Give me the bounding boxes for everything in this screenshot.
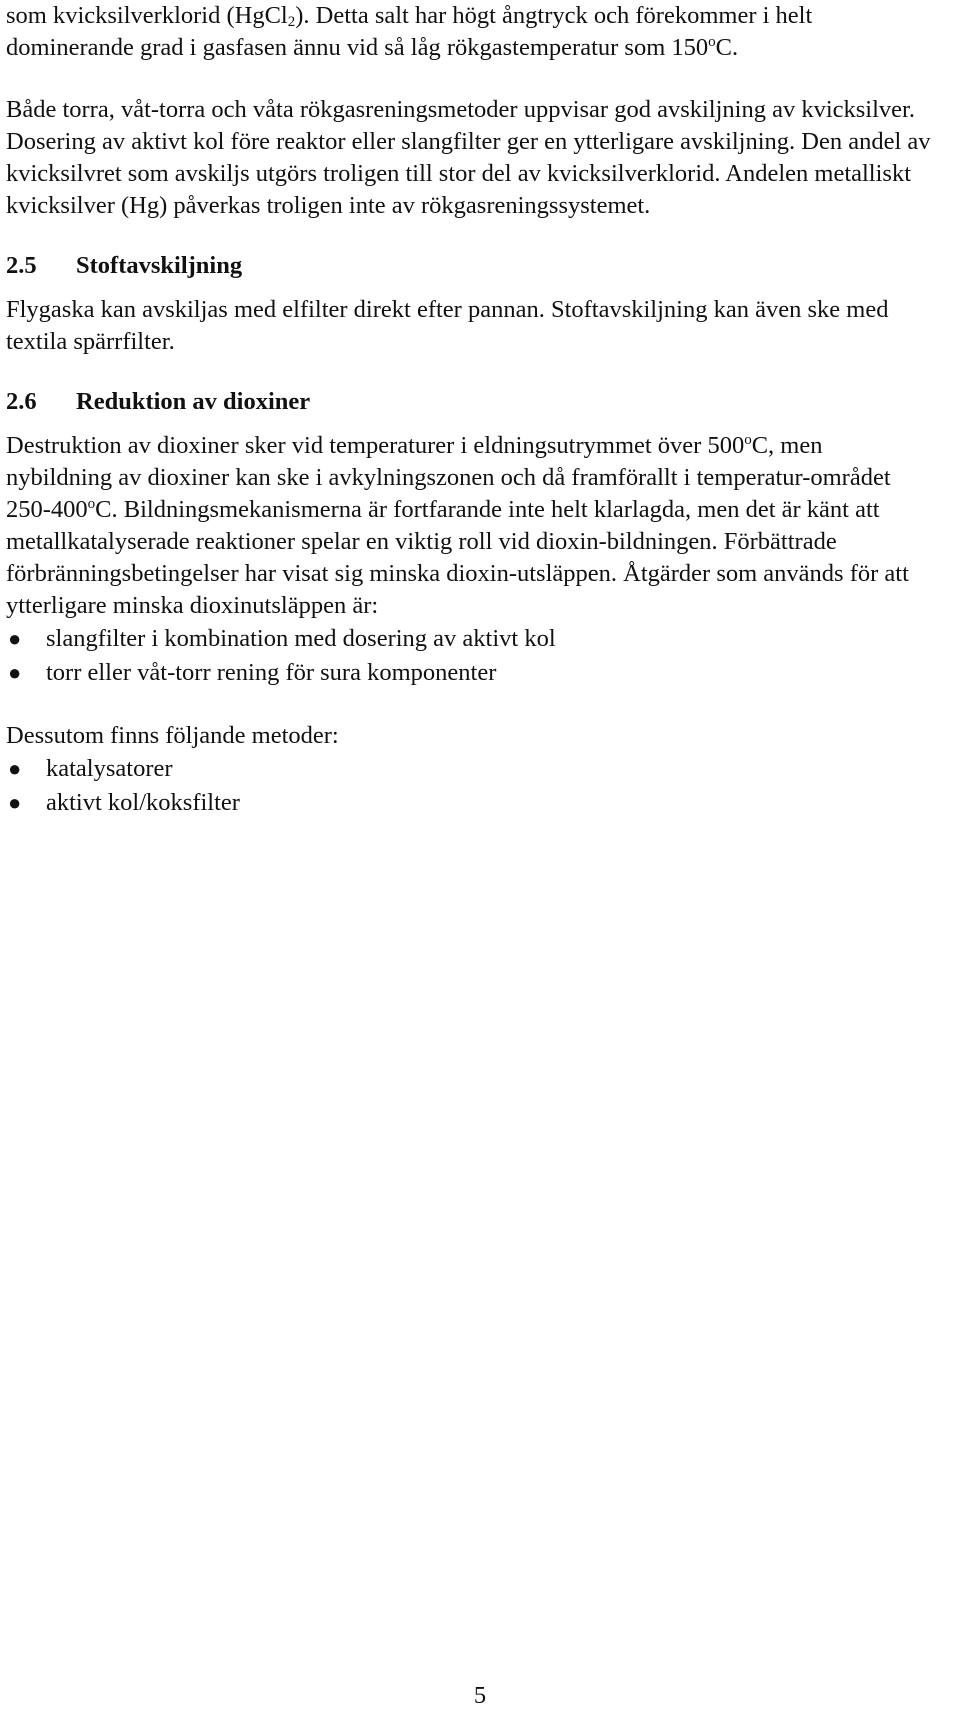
list-item: ● aktivt kol/koksfilter [6,786,934,820]
section-number: 2.5 [6,252,37,279]
degree-superscript: o [708,34,716,50]
document-page [6,0,934,820]
list-item: ● torr eller våt-torr rening för sura komponenter [6,656,934,690]
paragraph-dioxin-reduction: Destruktion av dioxiner sker vid temperaturer i eldningsutrymmet över 500$^o$C, men nybildning av dioxiner kan ske i avkylningszonen och då framförallt i temperatur-området 250-400$^o$C. Bildningsmekanismerna är fortfarande inte helt klarlagda, men det är känt att metallkatalyserade reaktioner spelar en viktig roll vid dioxin-bildningen. Förbättrade förbränningsbetingelser har visat sig minska dioxin-utsläppen. Åtgärder som används för att ytterligare minska dioxinutsläppen är: [6,432,909,619]
paragraph-dust-separation: Flygaska kan avskiljas med elfilter direkt efter pannan. Stoftavskiljning kan även ske med textila spärrfilter. [6,296,889,355]
paragraph-gas-cleaning: Både torra, våt-torra och våta rökgasreningsmetoder uppvisar god avskiljning av kvicksilver. Dosering av aktivt kol före reaktor eller slangfilter ger en ytterligare avskiljning. Den andel av kvicksilvret som avskiljs utgörs troligen till stor del av kvicksilverklorid. Andelen metalliskt kvicksilver (Hg) påverkas troligen inte av rökgasreningssystemet. [6,96,931,219]
paragraph-additional-methods: Dessutom finns följande metoder: [6,722,339,749]
section-heading-2-6 [6,386,934,418]
section-heading-2-5 [6,250,934,282]
list-item: ● slangfilter i kombination med dosering av aktivt kol [6,622,934,656]
bullet-icon: ● [8,626,22,651]
page-number: 5 [473,1682,487,1709]
bullet-icon: ● [8,756,22,781]
bullet-icon: ● [8,790,22,815]
list-item: ● katalysatorer [6,752,934,786]
section-number: 2.6 [6,388,37,415]
measures-list [6,622,934,690]
additional-methods-list [6,752,934,820]
section-title: Reduktion av dioxiner [76,388,311,415]
bullet-icon: ● [8,660,22,685]
degree-superscript: o [744,432,752,448]
paragraph-mercury-chloride: som kvicksilverklorid (HgCl$_2$). Detta salt har högt ångtryck och förekommer i helt dominerande grad i gasfasen ännu vid så låg rökgastemperatur som 150$^o$C. [6,2,813,61]
section-title: Stoftavskiljning [76,252,243,279]
subscript-2: 2 [287,14,296,30]
degree-superscript: o [87,496,96,512]
